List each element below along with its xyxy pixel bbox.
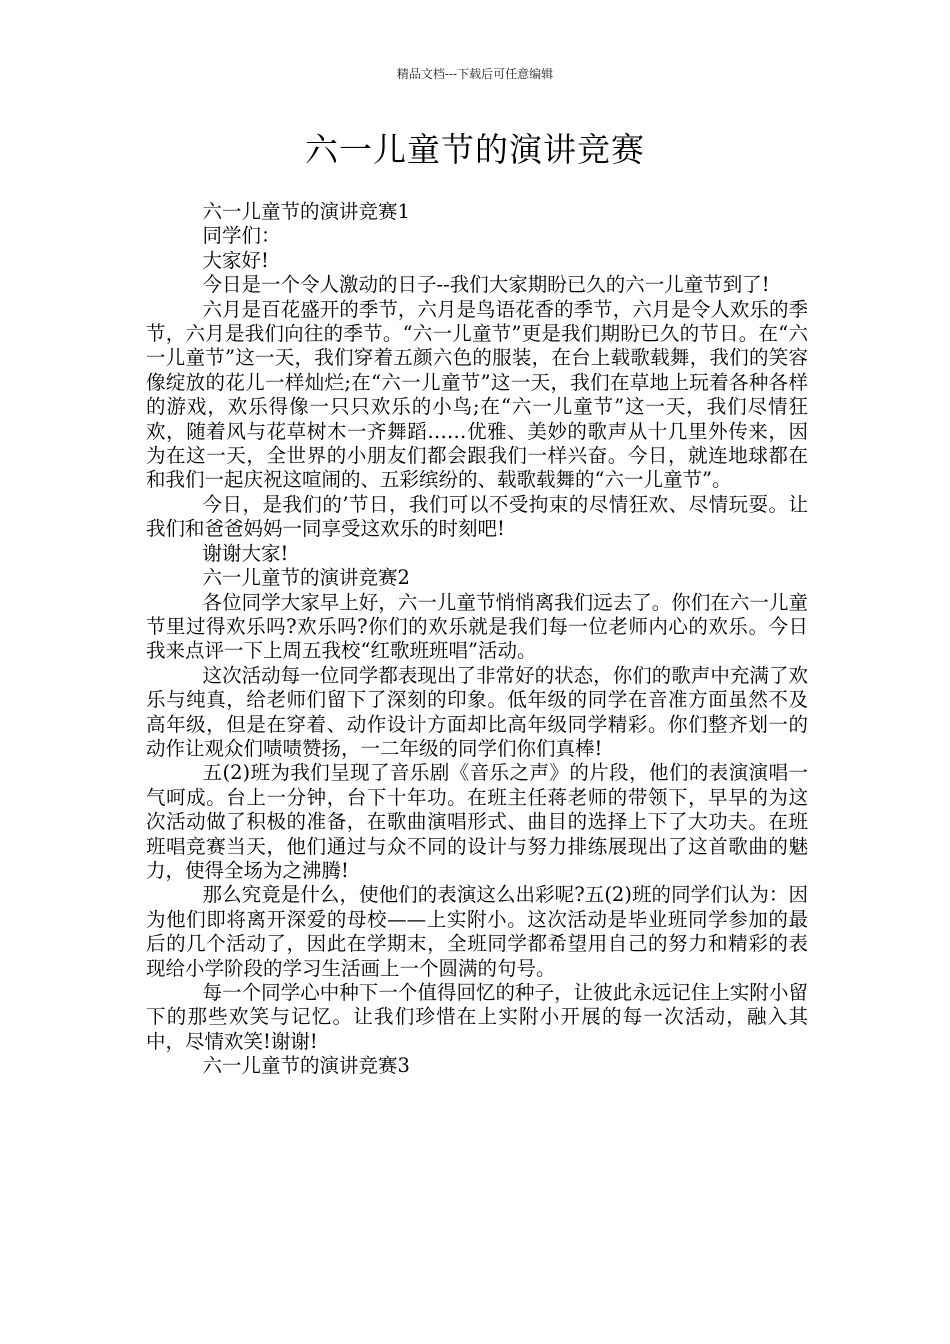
section-heading-3: 六一儿童节的演讲竞赛3 <box>202 1054 410 1078</box>
paragraph: 今日是一个令人激动的日子--我们大家期盼已久的六一儿童节到了! <box>202 273 770 297</box>
document-body <box>146 200 808 1079</box>
paragraph: 今日，是我们的’节日，我们可以不受拘束的尽情狂欢、尽情玩耍。让我们和爸爸妈妈一同享受这欢乐的时刻吧! <box>146 492 808 541</box>
greeting: 大家好! <box>202 248 269 272</box>
header-note: 精品文档---下载后可任意编辑 <box>396 67 554 81</box>
section-heading-1: 六一儿童节的演讲竞赛1 <box>202 200 410 223</box>
salutation: 同学们： <box>202 224 281 248</box>
closing-thanks: 谢谢大家! <box>202 541 289 565</box>
section-heading-2: 六一儿童节的演讲竞赛2 <box>202 566 410 590</box>
paragraph: 那么究竟是什么，使他们的表演这么出彩呢?五(2)班的同学们认为：因为他们即将离开深爱的母校——上实附小。这次活动是毕业班同学参加的最后的几个活动了，因此在学期末，全班同学都希望用自己的努力和精彩的表现给小学阶段的学习生活画上一个圆满的句号。 <box>146 883 808 980</box>
paragraph: 这次活动每一位同学都表现出了非常好的状态，你们的歌声中充满了欢乐与纯真，给老师们留下了深刻的印象。低年级的同学在音准方面虽然不及高年级，但是在穿着、动作设计方面却比高年级同学精彩。你们整齐划一的动作让观众们啧啧赞扬，一二年级的同学们你们真棒! <box>146 663 808 760</box>
document-title: 六一儿童节的演讲竞赛 <box>305 130 645 169</box>
paragraph: 每一个同学心中种下一个值得回忆的种子，让彼此永远记住上实附小留下的那些欢笑与记忆。让我们珍惜在上实附小开展的每一次活动，融入其中，尽情欢笑!谢谢! <box>146 981 808 1053</box>
paragraph: 五(2)班为我们呈现了音乐剧《音乐之声》的片段，他们的表演演唱一气呵成。台上一分钟，台下十年功。在班主任蒋老师的带领下，早早的为这次活动做了积极的准备，在歌曲演唱形式、曲目的选择上下了大功夫。在班班唱竞赛当天，他们通过与众不同的设计与努力排练展现出了这首歌曲的魅力，使得全场为之沸腾! <box>146 761 808 882</box>
paragraph: 各位同学大家早上好，六一儿童节悄悄离我们远去了。你们在六一儿童节里过得欢乐吗?欢乐吗?你们的欢乐就是我们每一位老师内心的欢乐。今日我来点评一下上周五我校“红歌班班唱”活动。 <box>146 590 808 663</box>
paragraph: 六月是百花盛开的季节，六月是鸟语花香的季节，六月是令人欢乐的季节，六月是我们向往的季节。“六一儿童节”更是我们期盼已久的节日。在“六一儿童节”这一天，我们穿着五颜六色的服装，在台上载歌载舞，我们的笑容像绽放的花儿一样灿烂;在“六一儿童节”这一天，我们在草地上玩着各种各样的游戏，欢乐得像一只只欢乐的小鸟;在“六一儿童节”这一天，我们尽情狂欢，随着风与花草树木一齐舞蹈……优雅、美妙的歌声从十几里外传来，因为在这一天，全世界的小朋友们都会跟我们一样兴奋。今日，就连地球都在和我们一起庆祝这喧闹的、五彩缤纷的、载歌载舞的“六一儿童节”。 <box>146 297 808 492</box>
